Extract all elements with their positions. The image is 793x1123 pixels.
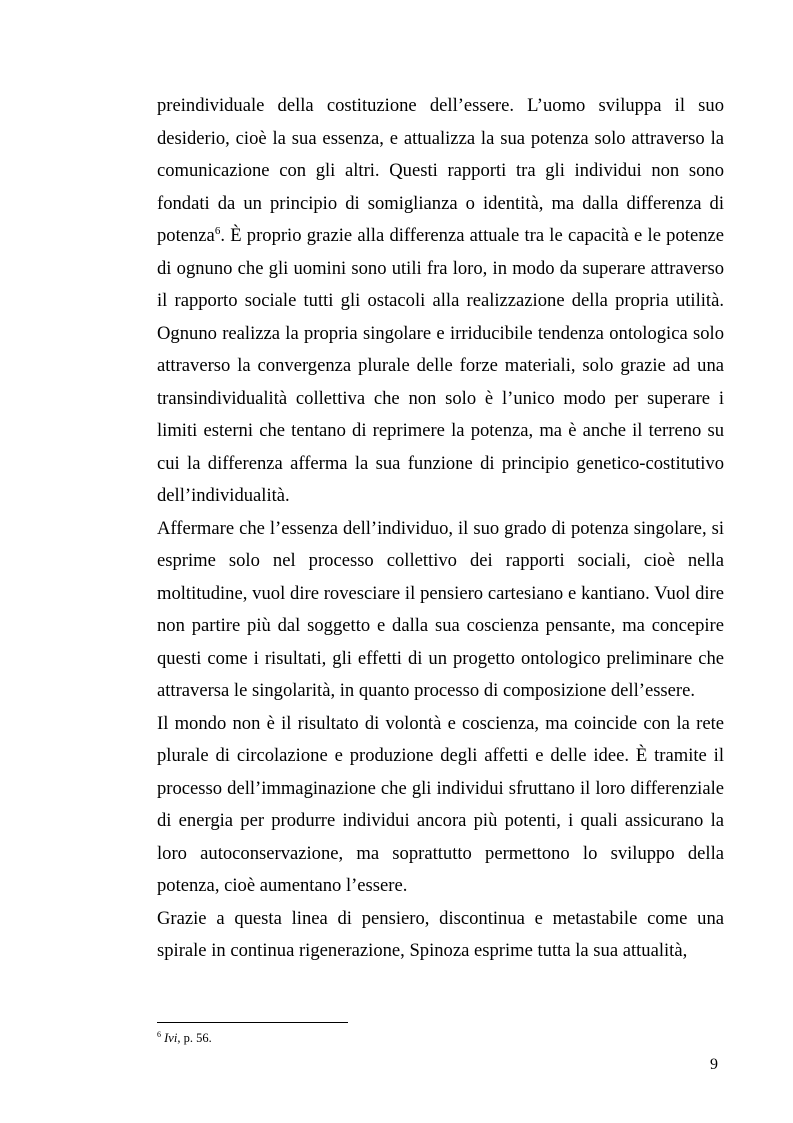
footnote-6 [157, 1031, 724, 1046]
paragraph-1 [157, 90, 724, 513]
footnote-source: Ivi [164, 1031, 178, 1045]
footnote-separator [157, 1022, 348, 1023]
page-number: 9 [710, 1056, 718, 1073]
paragraph-3: Il mondo non è il risultato di volontà e coscienza, ma coincide con la rete plurale di circolazione e produzione degli affetti e delle idee. È tramite il processo dell’immaginazione che gli individui sfruttano il loro differenziale di energia per produrre individui ancora più potenti, i quali assicurano la loro autoconservazione, ma soprattutto permettono lo sviluppo della potenza, cioè aumentano l’essere. [157, 712, 724, 896]
footnote-citation: , p. 56. [177, 1031, 212, 1045]
paragraph-1-text-b: . È proprio grazie alla differenza attuale tra le capacità e le potenze di ognuno che gli uomini sono utili fra loro, in modo da superare attraverso il rapporto sociale tutti gli ostacoli alla realizzazione della propria utilità. Ognuno realizza la propria singolare e irriducibile tendenza ontologica solo attraverso la convergenza plurale delle forze materiali, solo grazie ad una transindividualità collettiva che non solo è l’unico modo per superare i limiti esterni che tentano di reprimere la potenza, ma è anche il terreno su cui la differenza afferma la sua funzione di principio genetico-costitutivo dell’individualità. [157, 225, 724, 506]
paragraph-2: Affermare che l’essenza dell’individuo, il suo grado di potenza singolare, si esprime solo nel processo collettivo dei rapporti sociali, cioè nella moltitudine, vuol dire rovesciare il pensiero cartesiano e kantiano. Vuol dire non partire più dal soggetto e dalla sua coscienza pensante, ma concepire questi come i risultati, gli effetti di un progetto ontologico preliminare che attraversa le singolarità, in quanto processo di composizione dell’essere. [157, 517, 724, 701]
paragraph-1-text-a: preindividuale della costituzione dell’essere. L’uomo sviluppa il suo desiderio, cioè la sua essenza, e attualizza la sua potenza solo attraverso la comunicazione con gli altri. Questi rapporti tra gli individui non sono fondati da un principio di somiglianza o identità, ma dalla differenza di potenza [157, 95, 724, 246]
footnote-number: 6 [157, 1029, 161, 1039]
footnote-reference-6[interactable]: 6 [214, 224, 221, 237]
body-text [157, 90, 724, 968]
paragraph-4: Grazie a questa linea di pensiero, discontinua e metastabile come una spirale in continua rigenerazione, Spinoza esprime tutta la sua attualità, [157, 907, 724, 961]
